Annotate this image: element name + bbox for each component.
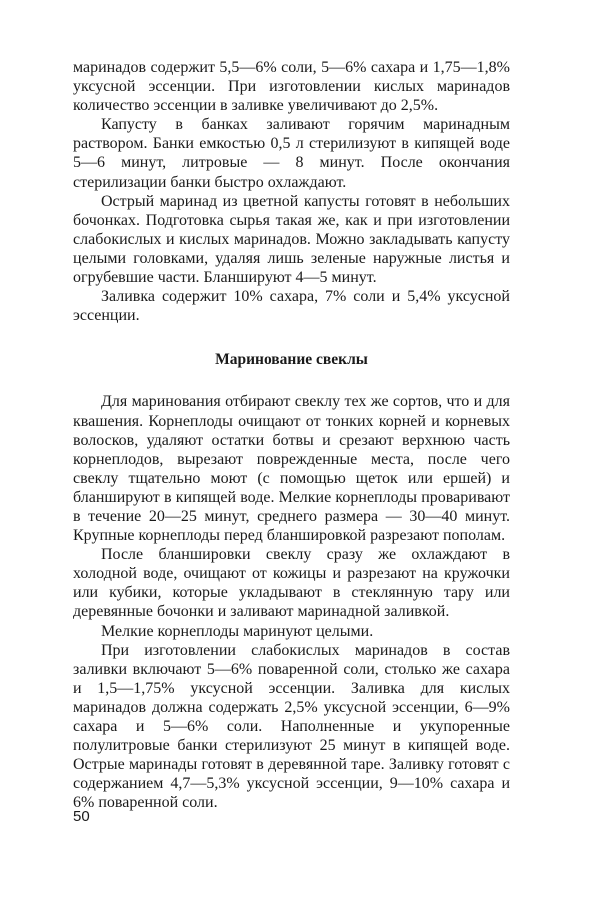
- page-body: [73, 58, 510, 812]
- paragraph-marinade-composition: маринадов содержит 5,5—6% соли, 5—6% сахара и 1,75—1,8% уксусной эссенции. При изготовлении кислых маринадов количество эссенции в заливке увеличивают до 2,5%.: [73, 59, 510, 115]
- paragraph-small-roots: Мелкие корнеплоды маринуют целыми.: [101, 622, 374, 640]
- paragraph-cauliflower-spicy: Острый маринад из цветной капусты готовят в небольших бочонках. Подготовка сырья такая же, как и при изготовлении слабокислых и кислых маринадов. Можно закладывать капусту целыми головками, удаляя лишь зеленые наружные листья и огрубевшие части. Бланшируют 4—5 минут.: [73, 192, 510, 287]
- page-number: 50: [73, 808, 90, 825]
- paragraph-beet-selection: Для маринования отбирают свеклу тех же сортов, что и для квашения. Корнеплоды очищают от тонких корней и корневых волосков, удаляют остатки ботвы и срезают верхнюю часть корнеплодов, вырезают поврежденные места, после чего свеклу тщательно моют (с помощью щеток или ершей) и бланшируют в кипящей воде. Мелкие корнеплоды проваривают в течение 20—25 минут, среднего размера — 30—40 минут. Крупные корнеплоды перед бланшировкой разрезают пополам.: [73, 393, 510, 545]
- paragraph-cabbage-jars: Капусту в банках заливают горячим маринадным раствором. Банки емкостью 0,5 л стерилизуют в кипящей воде 5—6 минут, литровые — 8 минут. После окончания стерилизации банки быстро охлаждают.: [73, 116, 510, 191]
- paragraph-filling-composition: Заливка содержит 10% сахара, 7% соли и 5,4% уксусной эссенции.: [73, 288, 510, 325]
- section-heading: Маринование свеклы: [215, 351, 368, 369]
- paragraph-beet-cooling: После бланшировки свеклу сразу же охлаждают в холодной воде, очищают от кожицы и разрезают на кружочки или кубики, которые укладывают в стеклянную тару или деревянные бочонки и заливают маринадной заливкой.: [73, 546, 510, 621]
- paragraph-beet-filling: При изготовлении слабокислых маринадов в состав заливки включают 5—6% поваренной соли, столько же сахара и 1,5—1,75% уксусной эссенции. Заливка для кислых маринадов должна содержать 2,5% уксусной эссенции, 6—9% сахара и 5—6% соли. Наполненные и укупоренные полулитровые банки стерилизуют 25 минут в кипящей воде. Острые маринады готовят в деревянной таре. Заливку готовят с содержанием 4,7—5,3% уксусной эссенции, 9—10% сахара и 6% поваренной соли.: [73, 641, 510, 812]
